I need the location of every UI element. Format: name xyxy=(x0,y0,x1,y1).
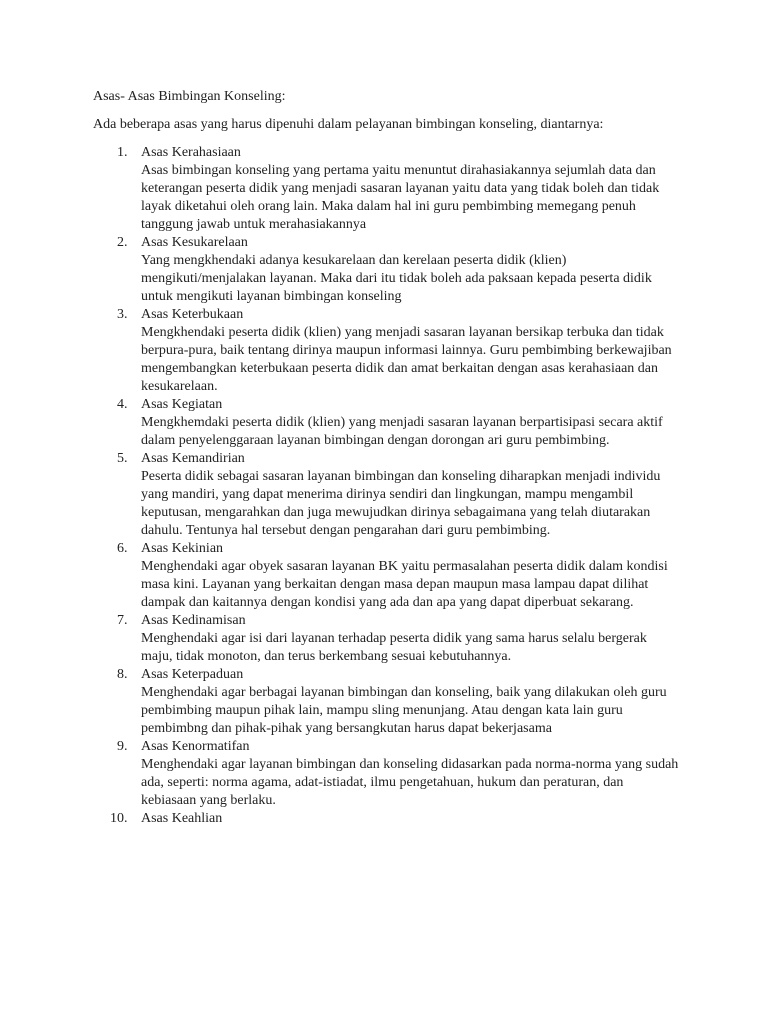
item-title: Asas Kegiatan xyxy=(141,397,223,412)
item-description: Menghendaki agar obyek sasaran layanan BK yaitu permasalahan peserta didik dalam kondisi masa kini. Layanan yang berkaitan dengan masa depan maupun masa lampau dapat dilihat dampak dan kaitannya dengan kondisi yang ada dan apa yang dapat diperbuat sekarang. xyxy=(141,559,668,610)
item-number: 9. xyxy=(117,739,128,754)
list-item xyxy=(0,396,681,450)
item-title: Asas Keterpaduan xyxy=(141,667,244,682)
item-title: Asas Keahlian xyxy=(141,811,223,826)
item-title: Asas Kekinian xyxy=(141,541,224,556)
list-item xyxy=(0,666,681,738)
item-title: Asas Kedinamisan xyxy=(141,613,246,628)
list-item xyxy=(0,540,681,612)
list-item xyxy=(0,738,681,810)
item-description: Menghendaki agar isi dari layanan terhadap peserta didik yang sama harus selalu bergerak maju, tidak monoton, dan terus berkembang sesuai kebutuhannya. xyxy=(141,631,647,664)
item-title: Asas Kenormatifan xyxy=(141,739,250,754)
list-item xyxy=(0,144,681,234)
item-number: 3. xyxy=(117,307,128,322)
list-item xyxy=(0,810,681,828)
item-description: Menghendaki agar layanan bimbingan dan konseling didasarkan pada norma-norma yang sudah ada, seperti: norma agama, adat-istiadat, ilmu pengetahuan, hukum dan peraturan, dan kebiasaan yang berlaku. xyxy=(141,757,679,808)
list-item xyxy=(0,234,681,306)
item-number: 10. xyxy=(110,811,128,826)
item-number: 5. xyxy=(117,451,128,466)
item-description: Yang mengkhendaki adanya kesukarelaan dan kerelaan peserta didik (klien) mengikuti/menjalakan layanan. Maka dari itu tidak boleh ada paksaan kepada peserta didik untuk mengikuti layanan bimbingan konseling xyxy=(141,253,652,304)
list-item xyxy=(0,450,681,540)
asas-list xyxy=(0,144,768,828)
item-number: 8. xyxy=(117,667,128,682)
item-number: 6. xyxy=(117,541,128,556)
item-description: Mengkhendaki peserta didik (klien) yang menjadi sasaran layanan bersikap terbuka dan tidak berpura-pura, baik tentang dirinya maupun informasi lainnya. Guru pembimbing berkewajiban mengembangkan keterbukaan peserta didik dan amat berkaitan dengan asas kerahasiaan dan kesukarelaan. xyxy=(141,325,672,394)
item-number: 7. xyxy=(117,613,128,628)
item-number: 1. xyxy=(117,145,128,160)
intro-paragraph: Ada beberapa asas yang harus dipenuhi dalam pelayanan bimbingan konseling, diantarnya: xyxy=(93,117,604,132)
item-description: Menghendaki agar berbagai layanan bimbingan dan konseling, baik yang dilakukan oleh guru pembimbing maupun pihak lain, mampu sling menunjang. Atau dengan kata lain guru pembimbng dan pihak-pihak yang bersangkutan harus dapat bekerjasama xyxy=(141,685,667,736)
list-item xyxy=(0,612,681,666)
item-description: Mengkhemdaki peserta didik (klien) yang menjadi sasaran layanan berpartisipasi secara aktif dalam penyelenggaraan layanan bimbingan dengan dorongan ari guru pembimbing. xyxy=(141,415,663,448)
item-description: Asas bimbingan konseling yang pertama yaitu menuntut dirahasiakannya sejumlah data dan keterangan peserta didik yang menjadi sasaran layanan yaitu data yang tidak boleh dan tidak layak diketahui oleh orang lain. Maka dalam hal ini guru pembimbing memegang penuh tanggung jawab untuk merahasiakannya xyxy=(141,163,660,232)
item-number: 4. xyxy=(117,397,128,412)
item-description: Peserta didik sebagai sasaran layanan bimbingan dan konseling diharapkan menjadi individu yang mandiri, yang dapat menerima dirinya sendiri dan lingkungan, mampu mengambil keputusan, mengarahkan dan juga mewujudkan dirinya sebagaimana yang telah diutarakan dahulu. Tentunya hal tersebut dengan pengarahan dari guru pembimbing. xyxy=(141,469,661,538)
item-title: Asas Keterbukaan xyxy=(141,307,244,322)
document-heading: Asas- Asas Bimbingan Konseling: xyxy=(93,89,286,104)
list-item xyxy=(0,306,681,396)
item-number: 2. xyxy=(117,235,128,250)
item-title: Asas Kemandirian xyxy=(141,451,245,466)
item-title: Asas Kesukarelaan xyxy=(141,235,248,250)
item-title: Asas Kerahasiaan xyxy=(141,145,241,160)
